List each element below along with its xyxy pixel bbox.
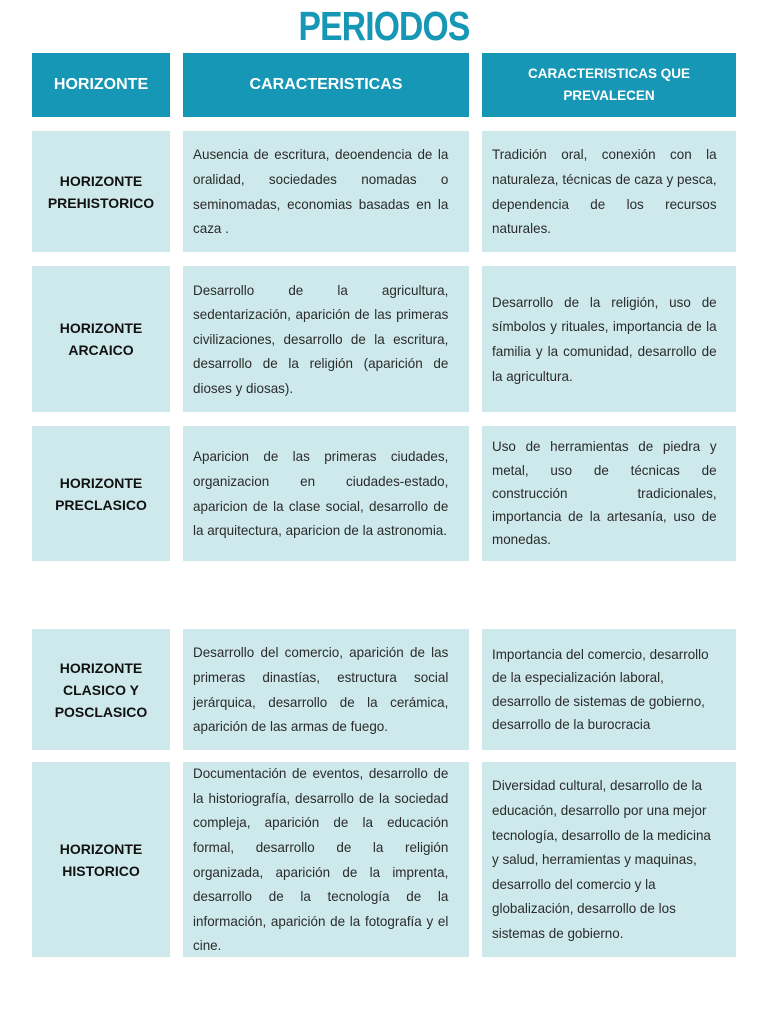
caracteristicas-cell [183, 426, 469, 561]
caracteristicas-text: Documentación de eventos, desarrollo de la historiografía, desarrollo de la sociedad compleja, aparición de la educación formal, desarrollo de la religión organizada, aparición de la imprenta, desarrollo de la tecnología de la información, aparición de la fotografía y el cine. [193, 765, 449, 954]
prevalecen-cell [482, 629, 736, 750]
page-title: PERIODOS [298, 3, 470, 49]
caracteristicas-cell [183, 629, 469, 750]
horizonte-cell [32, 629, 170, 750]
caracteristicas-cell [183, 131, 469, 252]
horizonte-label: HORIZONTE PRECLASICO [55, 474, 147, 513]
horizonte-cell [32, 762, 170, 957]
header-horizonte: HORIZONTE [32, 53, 170, 117]
caracteristicas-text: Desarrollo de la agricultura, sedentarización, aparición de las primeras civilizaciones, desarrollo de la escritura, desarrollo de la religión (aparición de dioses y diosas). [193, 281, 449, 396]
prevalecen-cell [482, 426, 736, 561]
prevalecen-text: Importancia del comercio, desarrollo de la especialización laboral, desarrollo de sistemas de gobierno, desarrollo de la burocracia [492, 645, 709, 732]
header-caracteristicas: CARACTERISTICAS [183, 53, 469, 117]
horizonte-label: HORIZONTE HISTORICO [59, 840, 143, 879]
prevalecen-text: Diversidad cultural, desarrollo de la educación, desarrollo por una mejor tecnología, desarrollo de la medicina y salud, herramientas y maquinas, desarrollo del comercio y la globalización, desarrollo de los sistemas de gobierno. [492, 777, 711, 941]
horizonte-cell [32, 426, 170, 561]
horizonte-cell [32, 131, 170, 252]
prevalecen-cell [482, 266, 736, 412]
prevalecen-cell [482, 131, 736, 252]
caracteristicas-text: Desarrollo del comercio, aparición de las primeras dinastías, estructura social jerárquica, desarrollo de la cerámica, aparición de las armas de fuego. [193, 644, 449, 735]
horizonte-label: HORIZONTE PREHISTORICO [47, 172, 155, 211]
prevalecen-cell [482, 762, 736, 957]
horizonte-cell [32, 266, 170, 412]
caracteristicas-cell [183, 762, 469, 957]
caracteristicas-text: Ausencia de escritura, deoendencia de la oralidad, sociedades nomadas o seminomadas, economias basadas en la caza . [193, 146, 449, 237]
caracteristicas-cell [183, 266, 469, 412]
horizonte-label: HORIZONTE CLASICO Y POSCLASICO [54, 659, 148, 720]
prevalecen-text: Uso de herramientas de piedra y metal, uso de técnicas de construcción tradicionales, importancia de la artesanía, uso de monedas. [492, 438, 717, 548]
caracteristicas-text: Aparicion de las primeras ciudades, organizacion en ciudades-estado, aparicion de la clase social, desarrollo de la arquitectura, aparicion de la astronomia. [193, 448, 449, 539]
header-caracteristicas-prevalecen: CARACTERISTICAS QUE PREVALECEN [482, 53, 736, 117]
horizonte-label: HORIZONTE ARCAICO [59, 320, 143, 358]
prevalecen-text: Desarrollo de la religión, uso de símbolos y rituales, importancia de la familia y la comunidad, desarrollo de la agricultura. [492, 293, 717, 384]
prevalecen-text: Tradición oral, conexión con la naturaleza, técnicas de caza y pesca, dependencia de los recursos naturales. [492, 146, 717, 237]
